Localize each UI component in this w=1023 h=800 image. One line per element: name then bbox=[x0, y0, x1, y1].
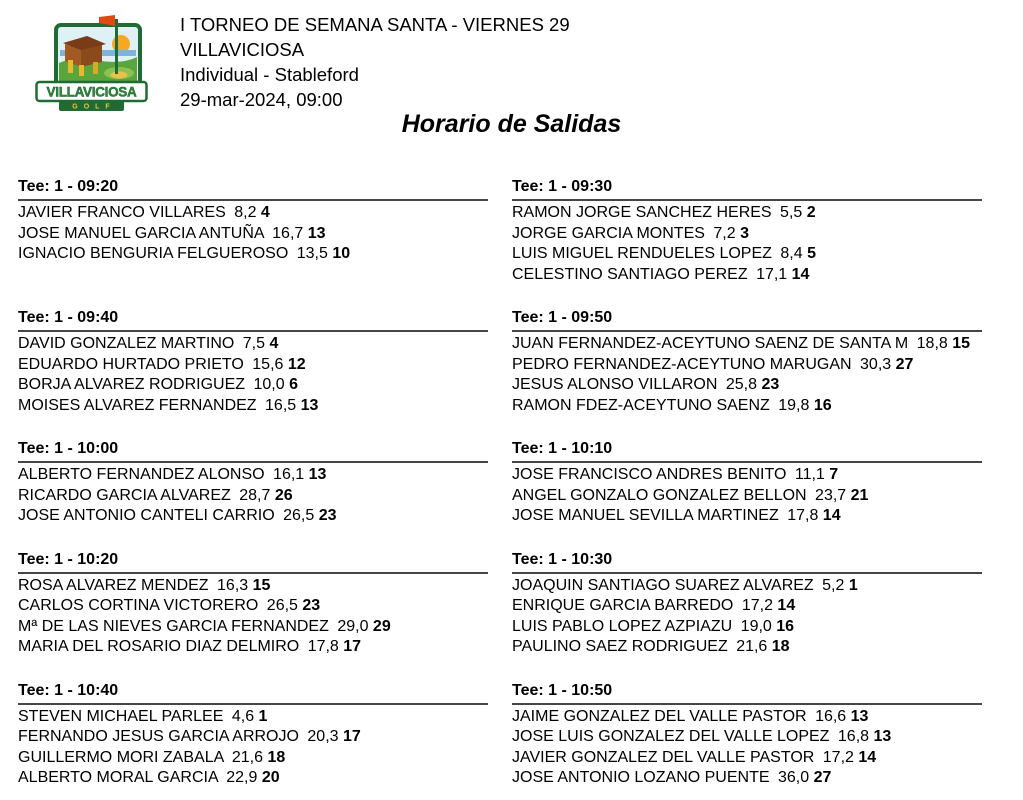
exact-handicap: 17,2 bbox=[822, 748, 854, 766]
player-row bbox=[512, 576, 982, 597]
playing-handicap: 2 bbox=[806, 204, 816, 221]
playing-handicap: 27 bbox=[895, 355, 914, 373]
player-row bbox=[18, 375, 488, 396]
playing-handicap: 1 bbox=[848, 576, 858, 594]
player-name: CELESTINO SANTIAGO PEREZ bbox=[512, 265, 748, 283]
player-name: JOSE ANTONIO CANTELI CARRIO bbox=[18, 507, 275, 524]
player-row bbox=[18, 617, 488, 638]
exact-handicap: 17,2 bbox=[741, 597, 773, 614]
player-name: ENRIQUE GARCIA BARREDO bbox=[512, 597, 734, 614]
tee-time-header: Tee: 1 - 09:30 bbox=[512, 178, 982, 201]
exact-handicap: 17,8 bbox=[787, 507, 819, 524]
tee-group bbox=[18, 440, 488, 527]
exact-handicap: 5,5 bbox=[780, 204, 803, 221]
exact-handicap: 22,9 bbox=[226, 769, 258, 786]
player-row bbox=[512, 355, 982, 376]
player-name: JOSE MANUEL GARCIA ANTUÑA bbox=[18, 224, 264, 242]
tee-group bbox=[512, 178, 982, 285]
exact-handicap: 16,8 bbox=[837, 728, 870, 745]
playing-handicap: 18 bbox=[267, 748, 286, 766]
tee-time-header: Tee: 1 - 10:50 bbox=[512, 682, 982, 705]
playing-handicap: 17 bbox=[343, 638, 362, 655]
playing-handicap: 23 bbox=[302, 597, 321, 614]
player-name: RAMON FDEZ-ACEYTUNO SAENZ bbox=[512, 396, 770, 414]
player-row bbox=[18, 637, 488, 658]
exact-handicap: 17,1 bbox=[756, 265, 788, 283]
exact-handicap: 13,5 bbox=[296, 245, 328, 262]
player-row bbox=[512, 727, 982, 748]
player-row bbox=[18, 506, 488, 527]
player-name: LUIS MIGUEL RENDUELES LOPEZ bbox=[512, 245, 772, 262]
player-name: JOSE LUIS GONZALEZ DEL VALLE LOPEZ bbox=[512, 728, 830, 745]
player-row bbox=[18, 596, 488, 617]
player-name: ALBERTO FERNANDEZ ALONSO bbox=[18, 466, 265, 483]
player-list bbox=[512, 203, 982, 285]
player-row bbox=[18, 465, 488, 486]
exact-handicap: 10,0 bbox=[253, 376, 285, 393]
exact-handicap: 21,6 bbox=[736, 638, 768, 655]
playing-handicap: 14 bbox=[822, 507, 841, 524]
playing-handicap: 29 bbox=[372, 617, 391, 635]
playing-handicap: 20 bbox=[261, 769, 280, 786]
tournament-name: I TORNEO DE SEMANA SANTA - VIERNES 29 bbox=[180, 14, 570, 35]
start-datetime: 29-mar-2024, 09:00 bbox=[180, 89, 343, 110]
tee-time-header: Tee: 1 - 09:40 bbox=[18, 309, 488, 332]
exact-handicap: 28,7 bbox=[239, 486, 271, 504]
exact-handicap: 19,0 bbox=[740, 617, 772, 635]
playing-handicap: 14 bbox=[777, 597, 796, 614]
player-name: LUIS PABLO LOPEZ AZPIAZU bbox=[512, 617, 733, 635]
playing-handicap: 6 bbox=[289, 376, 298, 393]
tee-group bbox=[512, 551, 982, 658]
playing-handicap: 13 bbox=[850, 707, 869, 725]
tee-groups-grid bbox=[18, 178, 982, 789]
playing-handicap: 4 bbox=[269, 335, 279, 352]
playing-handicap: 10 bbox=[332, 245, 351, 262]
exact-handicap: 21,6 bbox=[231, 748, 263, 766]
player-row bbox=[512, 707, 982, 728]
logo-club-name-text: VILLAVICIOSA bbox=[46, 84, 137, 100]
playing-handicap: 16 bbox=[813, 396, 832, 414]
player-name: CARLOS CORTINA VICTORERO bbox=[18, 597, 259, 614]
player-row bbox=[18, 244, 488, 265]
logo-bunker-icon bbox=[111, 72, 128, 79]
exact-handicap: 15,6 bbox=[252, 355, 284, 373]
tee-time-header: Tee: 1 - 10:30 bbox=[512, 551, 982, 574]
player-name: ALBERTO MORAL GARCIA bbox=[18, 769, 218, 786]
exact-handicap: 16,3 bbox=[217, 576, 249, 594]
exact-handicap: 36,0 bbox=[777, 769, 810, 786]
logo-house-stilt-icon bbox=[68, 60, 73, 73]
tournament-info bbox=[180, 12, 570, 112]
playing-handicap: 23 bbox=[761, 376, 780, 393]
exact-handicap: 29,0 bbox=[337, 617, 369, 635]
tee-time-header: Tee: 1 - 10:10 bbox=[512, 440, 982, 463]
tee-time-header: Tee: 1 - 10:20 bbox=[18, 551, 488, 574]
playing-handicap: 13 bbox=[307, 224, 326, 242]
player-list bbox=[18, 465, 488, 527]
player-name: Mª DE LAS NIEVES GARCIA FERNANDEZ bbox=[18, 617, 329, 635]
player-name: JORGE GARCIA MONTES bbox=[512, 224, 705, 242]
player-name: RAMON JORGE SANCHEZ HERES bbox=[512, 204, 772, 221]
logo-flag-pole-icon bbox=[115, 19, 118, 74]
player-name: IGNACIO BENGURIA FELGUEROSO bbox=[18, 245, 289, 262]
player-list bbox=[512, 334, 982, 416]
player-name: BORJA ALVAREZ RODRIGUEZ bbox=[18, 376, 246, 393]
exact-handicap: 8,2 bbox=[234, 204, 257, 221]
playing-handicap: 23 bbox=[318, 507, 337, 524]
player-row bbox=[512, 637, 982, 658]
playing-handicap: 13 bbox=[300, 396, 319, 414]
playing-handicap: 15 bbox=[952, 335, 971, 352]
player-name: JESUS ALONSO VILLARON bbox=[512, 376, 718, 393]
tee-group bbox=[18, 682, 488, 789]
exact-handicap: 16,1 bbox=[273, 466, 305, 483]
exact-handicap: 26,5 bbox=[283, 507, 315, 524]
player-list bbox=[512, 465, 982, 527]
player-list bbox=[18, 576, 488, 658]
player-row bbox=[18, 486, 488, 507]
exact-handicap: 20,3 bbox=[307, 728, 339, 745]
player-row bbox=[512, 244, 982, 265]
tee-time-header: Tee: 1 - 09:50 bbox=[512, 309, 982, 332]
club-name: VILLAVICIOSA bbox=[180, 39, 305, 60]
player-name: MARIA DEL ROSARIO DIAZ DELMIRO bbox=[18, 638, 300, 655]
exact-handicap: 5,2 bbox=[822, 576, 845, 594]
tee-time-header: Tee: 1 - 10:40 bbox=[18, 682, 488, 705]
player-name: PEDRO FERNANDEZ-ACEYTUNO MARUGAN bbox=[512, 355, 852, 373]
player-row bbox=[512, 617, 982, 638]
player-row bbox=[18, 203, 488, 224]
player-list bbox=[18, 707, 488, 789]
player-row bbox=[512, 596, 982, 617]
player-row bbox=[18, 396, 488, 417]
player-row bbox=[512, 486, 982, 507]
playing-handicap: 13 bbox=[308, 466, 327, 483]
player-row bbox=[512, 768, 982, 789]
playing-handicap: 14 bbox=[858, 748, 877, 766]
player-row bbox=[18, 576, 488, 597]
tee-group bbox=[512, 440, 982, 527]
playing-handicap: 5 bbox=[807, 245, 816, 262]
playing-handicap: 13 bbox=[873, 728, 892, 745]
playing-handicap: 27 bbox=[813, 769, 832, 786]
competition-format: Individual - Stableford bbox=[180, 64, 359, 85]
player-name: RICARDO GARCIA ALVAREZ bbox=[18, 486, 231, 504]
player-name: JUAN FERNANDEZ-ACEYTUNO SAENZ DE SANTA M bbox=[512, 335, 909, 352]
logo-house-stilt-icon bbox=[93, 62, 98, 74]
tee-time-header: Tee: 1 - 10:00 bbox=[18, 440, 488, 463]
player-name: JAVIER GONZALEZ DEL VALLE PASTOR bbox=[512, 748, 815, 766]
playing-handicap: 15 bbox=[252, 576, 271, 594]
exact-handicap: 25,8 bbox=[725, 376, 757, 393]
player-name: DAVID GONZALEZ MARTINO bbox=[18, 335, 235, 352]
exact-handicap: 16,5 bbox=[265, 396, 297, 414]
player-row bbox=[512, 265, 982, 286]
document-header bbox=[35, 12, 570, 112]
tee-group bbox=[512, 682, 982, 789]
playing-handicap: 16 bbox=[776, 617, 795, 635]
playing-handicap: 26 bbox=[274, 486, 293, 504]
exact-handicap: 7,5 bbox=[242, 335, 266, 352]
club-logo bbox=[35, 12, 148, 112]
player-name: MOISES ALVAREZ FERNANDEZ bbox=[18, 396, 257, 414]
player-name: GUILLERMO MORI ZABALA bbox=[18, 748, 224, 766]
exact-handicap: 23,7 bbox=[815, 486, 847, 504]
player-list bbox=[18, 203, 488, 265]
playing-handicap: 21 bbox=[850, 486, 869, 504]
player-name: STEVEN MICHAEL PARLEE bbox=[18, 707, 224, 725]
player-name: PAULINO SAEZ RODRIGUEZ bbox=[512, 638, 728, 655]
player-name: JAVIER FRANCO VILLARES bbox=[18, 204, 226, 221]
playing-handicap: 1 bbox=[258, 707, 268, 725]
player-name: JOAQUIN SANTIAGO SUAREZ ALVAREZ bbox=[512, 576, 814, 594]
player-row bbox=[512, 465, 982, 486]
player-row bbox=[512, 506, 982, 527]
player-name: JOSE FRANCISCO ANDRES BENITO bbox=[512, 466, 787, 483]
player-list bbox=[512, 576, 982, 658]
player-row bbox=[512, 396, 982, 417]
tee-time-header: Tee: 1 - 09:20 bbox=[18, 178, 488, 201]
playing-handicap: 12 bbox=[287, 355, 306, 373]
playing-handicap: 18 bbox=[771, 638, 790, 655]
exact-handicap: 11,1 bbox=[794, 466, 825, 483]
playing-handicap: 7 bbox=[829, 466, 839, 483]
tee-group bbox=[18, 178, 488, 265]
playing-handicap: 14 bbox=[791, 265, 810, 283]
player-name: ROSA ALVAREZ MENDEZ bbox=[18, 576, 209, 594]
player-row bbox=[18, 727, 488, 748]
logo-golf-text: GOLF bbox=[72, 103, 116, 111]
player-row bbox=[18, 334, 488, 355]
player-name: EDUARDO HURTADO PRIETO bbox=[18, 355, 244, 373]
exact-handicap: 7,2 bbox=[713, 224, 736, 242]
player-name: JOSE ANTONIO LOZANO PUENTE bbox=[512, 769, 770, 786]
player-row bbox=[512, 375, 982, 396]
player-name: JAIME GONZALEZ DEL VALLE PASTOR bbox=[512, 707, 807, 725]
exact-handicap: 4,6 bbox=[231, 707, 255, 725]
player-row bbox=[18, 224, 488, 245]
exact-handicap: 18,8 bbox=[916, 335, 948, 352]
playing-handicap: 3 bbox=[740, 224, 749, 242]
player-name: JOSE MANUEL SEVILLA MARTINEZ bbox=[512, 507, 779, 524]
player-row bbox=[18, 768, 488, 789]
playing-handicap: 17 bbox=[342, 728, 361, 745]
exact-handicap: 19,8 bbox=[778, 396, 810, 414]
exact-handicap: 16,6 bbox=[815, 707, 847, 725]
player-row bbox=[512, 203, 982, 224]
villaviciosa-golf-logo-icon bbox=[35, 12, 148, 112]
exact-handicap: 16,7 bbox=[272, 224, 304, 242]
player-row bbox=[512, 334, 982, 355]
player-list bbox=[512, 707, 982, 789]
tee-group bbox=[18, 309, 488, 416]
tee-group bbox=[512, 309, 982, 416]
player-list bbox=[18, 334, 488, 416]
player-row bbox=[18, 707, 488, 728]
playing-handicap: 4 bbox=[260, 204, 270, 221]
page-title: Horario de Salidas bbox=[401, 110, 622, 138]
exact-handicap: 17,8 bbox=[307, 638, 339, 655]
logo-house-stilt-icon bbox=[79, 65, 84, 76]
exact-handicap: 26,5 bbox=[266, 597, 298, 614]
player-row bbox=[18, 748, 488, 769]
player-row bbox=[512, 224, 982, 245]
player-row bbox=[18, 355, 488, 376]
player-row bbox=[512, 748, 982, 769]
exact-handicap: 30,3 bbox=[860, 355, 892, 373]
player-name: ANGEL GONZALO GONZALEZ BELLON bbox=[512, 486, 807, 504]
exact-handicap: 8,4 bbox=[780, 245, 803, 262]
player-name: FERNANDO JESUS GARCIA ARROJO bbox=[18, 728, 299, 745]
tee-group bbox=[18, 551, 488, 658]
